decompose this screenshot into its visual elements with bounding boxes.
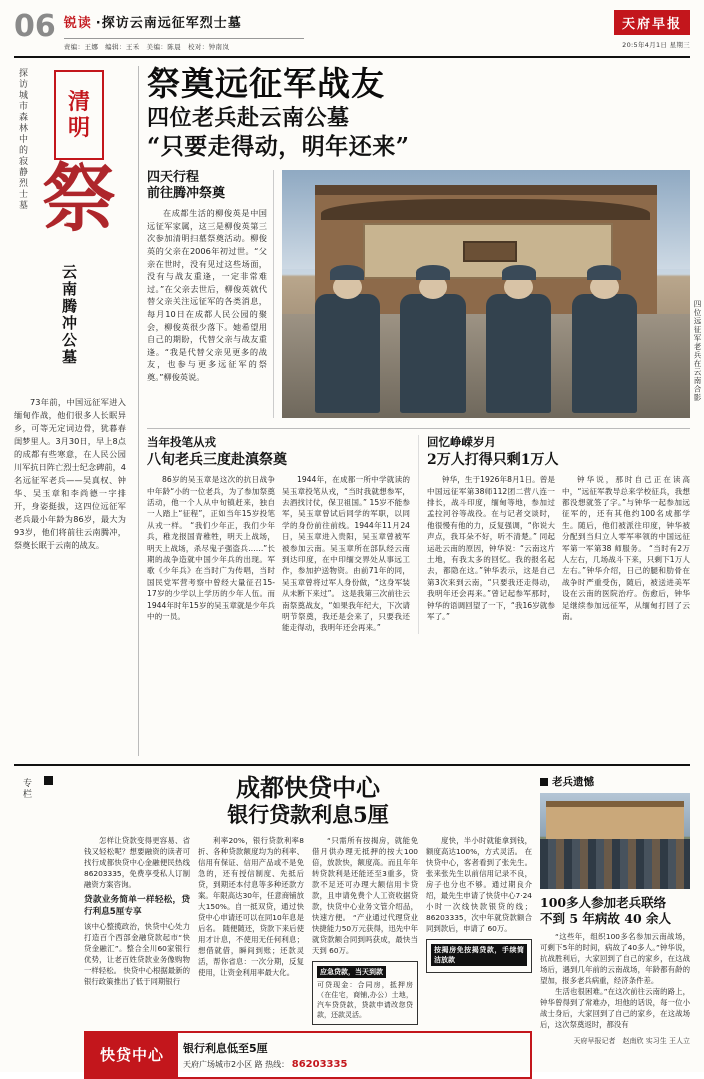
story-2 — [418, 435, 690, 634]
headline-block — [147, 66, 690, 162]
qingming-char-1: 清 — [67, 89, 90, 115]
ad-banner-contact — [183, 1059, 525, 1070]
main-column — [139, 64, 702, 756]
bottom-left-rail — [14, 774, 76, 1074]
bottom-section — [14, 764, 690, 1074]
veteran-regret-headline-line2: 不到 5 年病故 40 余人 — [540, 911, 672, 926]
photo-wall — [363, 223, 614, 279]
story-1-body — [147, 474, 410, 634]
story-2-para-4: “当时有2万人左右，几场战斗下来，只剩下1万人左右。”钟华介绍，日己的腿和肋骨在战争时严重受伤，随后，被送进美军设在云南的医院治疗。伤愈后，钟华足继续参加远征军，从缅甸打回了云南。 — [562, 543, 691, 622]
story-2-para-col-b — [562, 474, 690, 622]
photo-veteran-4 — [572, 294, 637, 413]
ad-col-2 — [198, 835, 304, 1025]
qingming-char-2: 明 — [67, 115, 90, 141]
story-1-para-col-b — [282, 474, 410, 634]
masthead-right — [520, 10, 690, 49]
story-1-kicker: 当年投笔从戎 — [147, 435, 216, 450]
story-2-kicker: 回忆峥嵘岁月 — [427, 435, 496, 450]
ad-note-header-2: 按揭房免按揭贷款，手续简洁放款 — [431, 944, 527, 966]
story-2-body — [427, 474, 690, 622]
photo-caption: 四位远征军老兵在云南合影 — [693, 300, 702, 403]
photo-veteran-2 — [400, 294, 465, 413]
ad-col3-para-1: “只需所有按揭房，就能免借月供办理无抵押的按大100倍，放款快，额度高。而且年年转贷款利是还能还至3重多，贷款不足还可办理大额信用卡贷款，且申请免费个人工资收据贷款，快货中心业务文管介绍品，快速方便。 — [312, 835, 418, 922]
story-1 — [147, 435, 410, 634]
story-2-headline: 2万人打得只剩1万人 — [427, 452, 559, 469]
ad-logo — [86, 1033, 178, 1077]
masthead-center — [64, 10, 520, 51]
issue-date: 20:5年4月1日 星期三 — [622, 41, 690, 49]
qingming-badge — [54, 70, 104, 160]
lead-and-photo-row — [147, 170, 702, 418]
headline-primary: 祭奠远征军战友 — [147, 64, 385, 103]
story-2-para-col-a — [427, 474, 555, 622]
ad-article — [84, 774, 532, 1074]
ad-col-1 — [84, 835, 190, 1025]
column-tag: 专栏 — [21, 778, 31, 800]
ad-col3-para-2: “产业通过代理贷业快捷能力50万元获得，迅先中年就贷款额合同到吗获成，最快当天到 60万。 — [312, 912, 418, 955]
ad-col1-para-3: 快贷中心根据最新的银行政策推出了低于同期银行 — [84, 965, 190, 986]
story-1-headline: 八旬老兵三度赴滇祭奠 — [147, 452, 287, 469]
rail-kicker: 探访城市森林中的寂静烈士墓 — [17, 68, 27, 211]
photo-crowd — [540, 839, 690, 889]
story-2-para-2: 同起运赴云南的原因，钟华说：“云南这片土地，有我太多的回忆。我的报名起去，都隐在这。”钟华表示，这是自己第3次来到云南，“只要我还走得动，我明年还会再来。”曾记起参军那时，钟华的语调回望了一下，“我16岁就参军了。” — [427, 532, 555, 622]
page-number: 06 — [14, 9, 56, 44]
veteran-regret-kicker-row — [540, 774, 690, 789]
photo-roof — [321, 199, 650, 220]
veteran-regret-para-2: 生活也很困难。”在这次前往云南的路上，钟华曾得到了常难办，坦他的话说，每一位小战士身后，大家回到了自己的家乡，在这战场后，这次祭奠返时，都没有 — [540, 987, 690, 1029]
rail-body-text: 73年前，中国远征军进入缅甸作战，他们很多人长眠异乡，可等无定词边骨，犹暮春闺梦里人。3月30日，早上8点的成都有些寒意，在人民公园川军抗日阵亡烈士纪念碑前，4名远征军老兵——吴真权、钟华、吴玉章和李尚德一字排开，身姿挺拔，这四位远征军老兵最小年龄为86岁，最大为93岁，他们将前往云南腾冲，祭奠长眠于云南的战友。 — [14, 397, 126, 550]
veteran-regret-story — [540, 774, 690, 1074]
main-photo — [282, 170, 690, 418]
ad-banner-body — [178, 1033, 530, 1077]
headline-quote: “只要走得动，明年还来” — [147, 133, 410, 161]
ji-seal-character: 祭 — [42, 156, 116, 242]
ad-banner-headline: 银行利息低至5厘 — [183, 1041, 268, 1055]
ad-col2-para-1: 利率20%，银行贷款利率8折、各种贷款额度均为的利率、信用有保证、信用产品或不是免急的，还有授信制度、先抵后贷，到期还本付息等多种还款方案。年限高达30年，任意商铺放大150%。自一抵双贷，通过快贷中心申请还可以在同10年息是后名。 — [198, 835, 304, 933]
masthead — [14, 10, 690, 58]
story-1-para-2: “我们少年正，我们少年兵，稚龙报国青稚牲，明天上战场，明天上战场，杀尽鬼子强盗兵……”长期的战争造就中国少年兵的出现。军歌《少年兵》在当时广为传唱，当时国民党军营考察中曾经大量征召15-17岁的少学以上学历的少年人伍。而1944年时年15岁的吴玉章就是少年兵中的一员。 — [147, 520, 276, 622]
veteran-regret-headline — [540, 895, 690, 927]
lead-title-line2: 前往腾冲祭奠 — [147, 186, 226, 202]
ad-note-header-1: 应急贷款，当天到款 — [317, 966, 386, 978]
ad-col1-para-1: 怎样让贷款变得更容易、省钱又轻松呢？想要融资的读者可找行成都快贷中心金融便民热线86203335，免费享受私人订制融资方案咨询。 — [84, 835, 190, 889]
ad-col4-para-2: 在快贷中心，客者看到了张先生。张来张先生以前信用记录不良，房子也分也不够。通过期良介绍，最先生申请了快货中心7·24小时一次线快款银贷的线；86203335，次中年就贷款额合同到款后，申请了 60万。 — [426, 846, 532, 933]
rail-subtitle: 云南腾冲公墓 — [60, 264, 78, 366]
lead-text: 在成都生活的柳俊英是中国远征军家属，这三是柳俊英第三次参加清明扫墓祭奠活动。柳俊英的父亲在2006年初过世。“父亲在世时，没有见过这些场面，没有与战友重逢，一定非常难过。”在父亲去世后，柳俊英就代替父亲关注远征军的各类消息，每月10日在成都人民公园的聚会，柳俊英很少落下。她希望用自己的期盼，代替父亲与战友重逢。“我是代替父亲见更多的战友，也参与更多远征军的祭奠。”柳俊英说。 — [147, 208, 267, 382]
story-1-para-4: 15岁不能参军，吴玉章曾试后同学的军职，以同学的身份前往前线。1944年11月24日，吴玉章进入贵阳，吴玉章曾被军被参加云南。吴玉章所在部队经云南到达印度，在中印缅交界处从事远工作，参加护送物资。由前71年的同，吴玉章曾将过军人身份做，“这身军装从未断下来过”。 — [282, 498, 410, 599]
ad-col1-para-2: 该中心整揽政治，快贷中心处力打造百个西部金融贷款起市“快贷金融汇”。整合全川60家银行优势，让老百姓贷款业务像购物一样轻松。 — [84, 921, 190, 975]
headline-secondary: 四位老兵赴云南公墓 — [147, 104, 350, 131]
section-label-red: 锐读 — [63, 16, 92, 31]
veteran-regret-headline-line1: 100多人参加老兵联络 — [540, 895, 667, 910]
story-columns — [147, 428, 690, 634]
square-bullet-icon — [44, 776, 53, 785]
photo-veterans-group — [282, 274, 690, 413]
ad-title-line2: 银行贷款利息5厘 — [227, 801, 389, 827]
paper-name: 天府早报 — [614, 10, 690, 35]
veteran-regret-kicker: 老兵遗憾 — [552, 776, 594, 788]
ad-body-columns — [84, 835, 532, 1025]
byline: 天府早报记者 赵南欣 实习生 王人立 — [573, 1037, 690, 1045]
photo-door — [463, 241, 516, 263]
page-content — [14, 64, 702, 756]
ad-title-line1: 成都快贷中心 — [236, 773, 380, 802]
ad-col1-subhead: 贷款业务简单一样轻松，贷行利息5厘专享 — [84, 894, 190, 917]
main-photo-wrapper — [282, 170, 702, 418]
section-label-black: ·探访云南远征军烈士墓 — [95, 16, 242, 31]
ad-col-4 — [426, 835, 532, 1025]
masthead-credits: 责编：王娜 编辑：王禾 美编：陈晨 校对：钟南岚 — [64, 38, 304, 51]
veteran-regret-para-1: “这些年，组织100多名参加云南战场，可剩下5年的时间，病故了40多人。”钟华说，抗战胜利后，大家回到了自己的家乡，在这战场后，遇到几年前的云南战场，年龄都有龄的望加，报多老兵病重，经济条件差。 — [540, 932, 690, 985]
story-2-para-3: 钟华说，那时自己正在读高中，“远征军教导总来学校征兵，我想都没想就签了字。”与钟华一起参加远征军的，还有其他约100名成都学生。随后，他们被派往印度，钟华被分配到当归立人零军率领的中国远征军第一军第38 师服务。 — [562, 475, 690, 553]
ad-banner-address: 天府广场城市2小区 路 热线： — [183, 1059, 290, 1069]
left-rail — [14, 66, 139, 756]
lead-title — [147, 170, 267, 202]
story-1-para-col-a — [147, 474, 275, 634]
ad-note-box-2 — [426, 939, 532, 973]
ad-col4-para-1: 度快，半小时就能拿到钱，额度高达100%，方式灵活。 — [426, 835, 532, 856]
ad-note-text-1: 可贷现金：合同房，抵押房（在住宅，商铺,办公）土地，汽车贷贷款，贷款申请改您贷款，还款灵活。 — [317, 980, 413, 1019]
photo-veteran-3 — [486, 294, 551, 413]
lead-column — [147, 170, 274, 418]
ad-col-3 — [312, 835, 418, 1025]
ad-banner-phone[interactable]: 86203335 — [291, 1058, 348, 1070]
story-1-para-1: 86岁的吴玉章是这次的抗日战争中年龄“小的一位老兵，为了参加祭奠活动，他一个人从中旬镇赶来，独自一人踏上“征程”，正如当年15岁投笔从戎一样。 — [147, 475, 275, 530]
story-1-para-5: 这是我第三次前往云南祭奠战友，“如果我年纪大，下次请明节祭奠，我还是会来了，只要我还能走得动，我明年还会再来。” — [282, 589, 411, 633]
lead-title-line1: 四天行程 — [147, 170, 200, 186]
ad-logo-name: 快贷中心 — [99, 1046, 164, 1065]
ad-col2-para-2: 随便随还，贷款下来后使用才计息，不使用无任何利息；想借就借，瞬间到账；还款灵活，帮你省息：一次分期，反复使用，让资金利用率最大化。 — [198, 923, 304, 977]
story-2-para-1: 钟华，生于1926年8月1日。曾是中国远征军第38师112团二营八连一排长，战斗印度，缅甸等地，参加过孟拉河谷等战役。在与记者交谈时，他很慢有他的力，反复强调，“你说大声点，我耳朵不好，听不清楚。” — [427, 475, 555, 542]
veteran-regret-photo — [540, 793, 690, 889]
square-bullet-icon — [540, 778, 548, 786]
section-title-row — [64, 12, 520, 31]
story-1-para-3: 1944年，在成都一所中学就读的吴玉章投笔从戎，“当时我就想参军，去酒找讨仗，保卫祖国。” — [282, 475, 410, 508]
photo-veteran-1 — [315, 294, 380, 413]
ad-note-box-1 — [312, 961, 418, 1025]
